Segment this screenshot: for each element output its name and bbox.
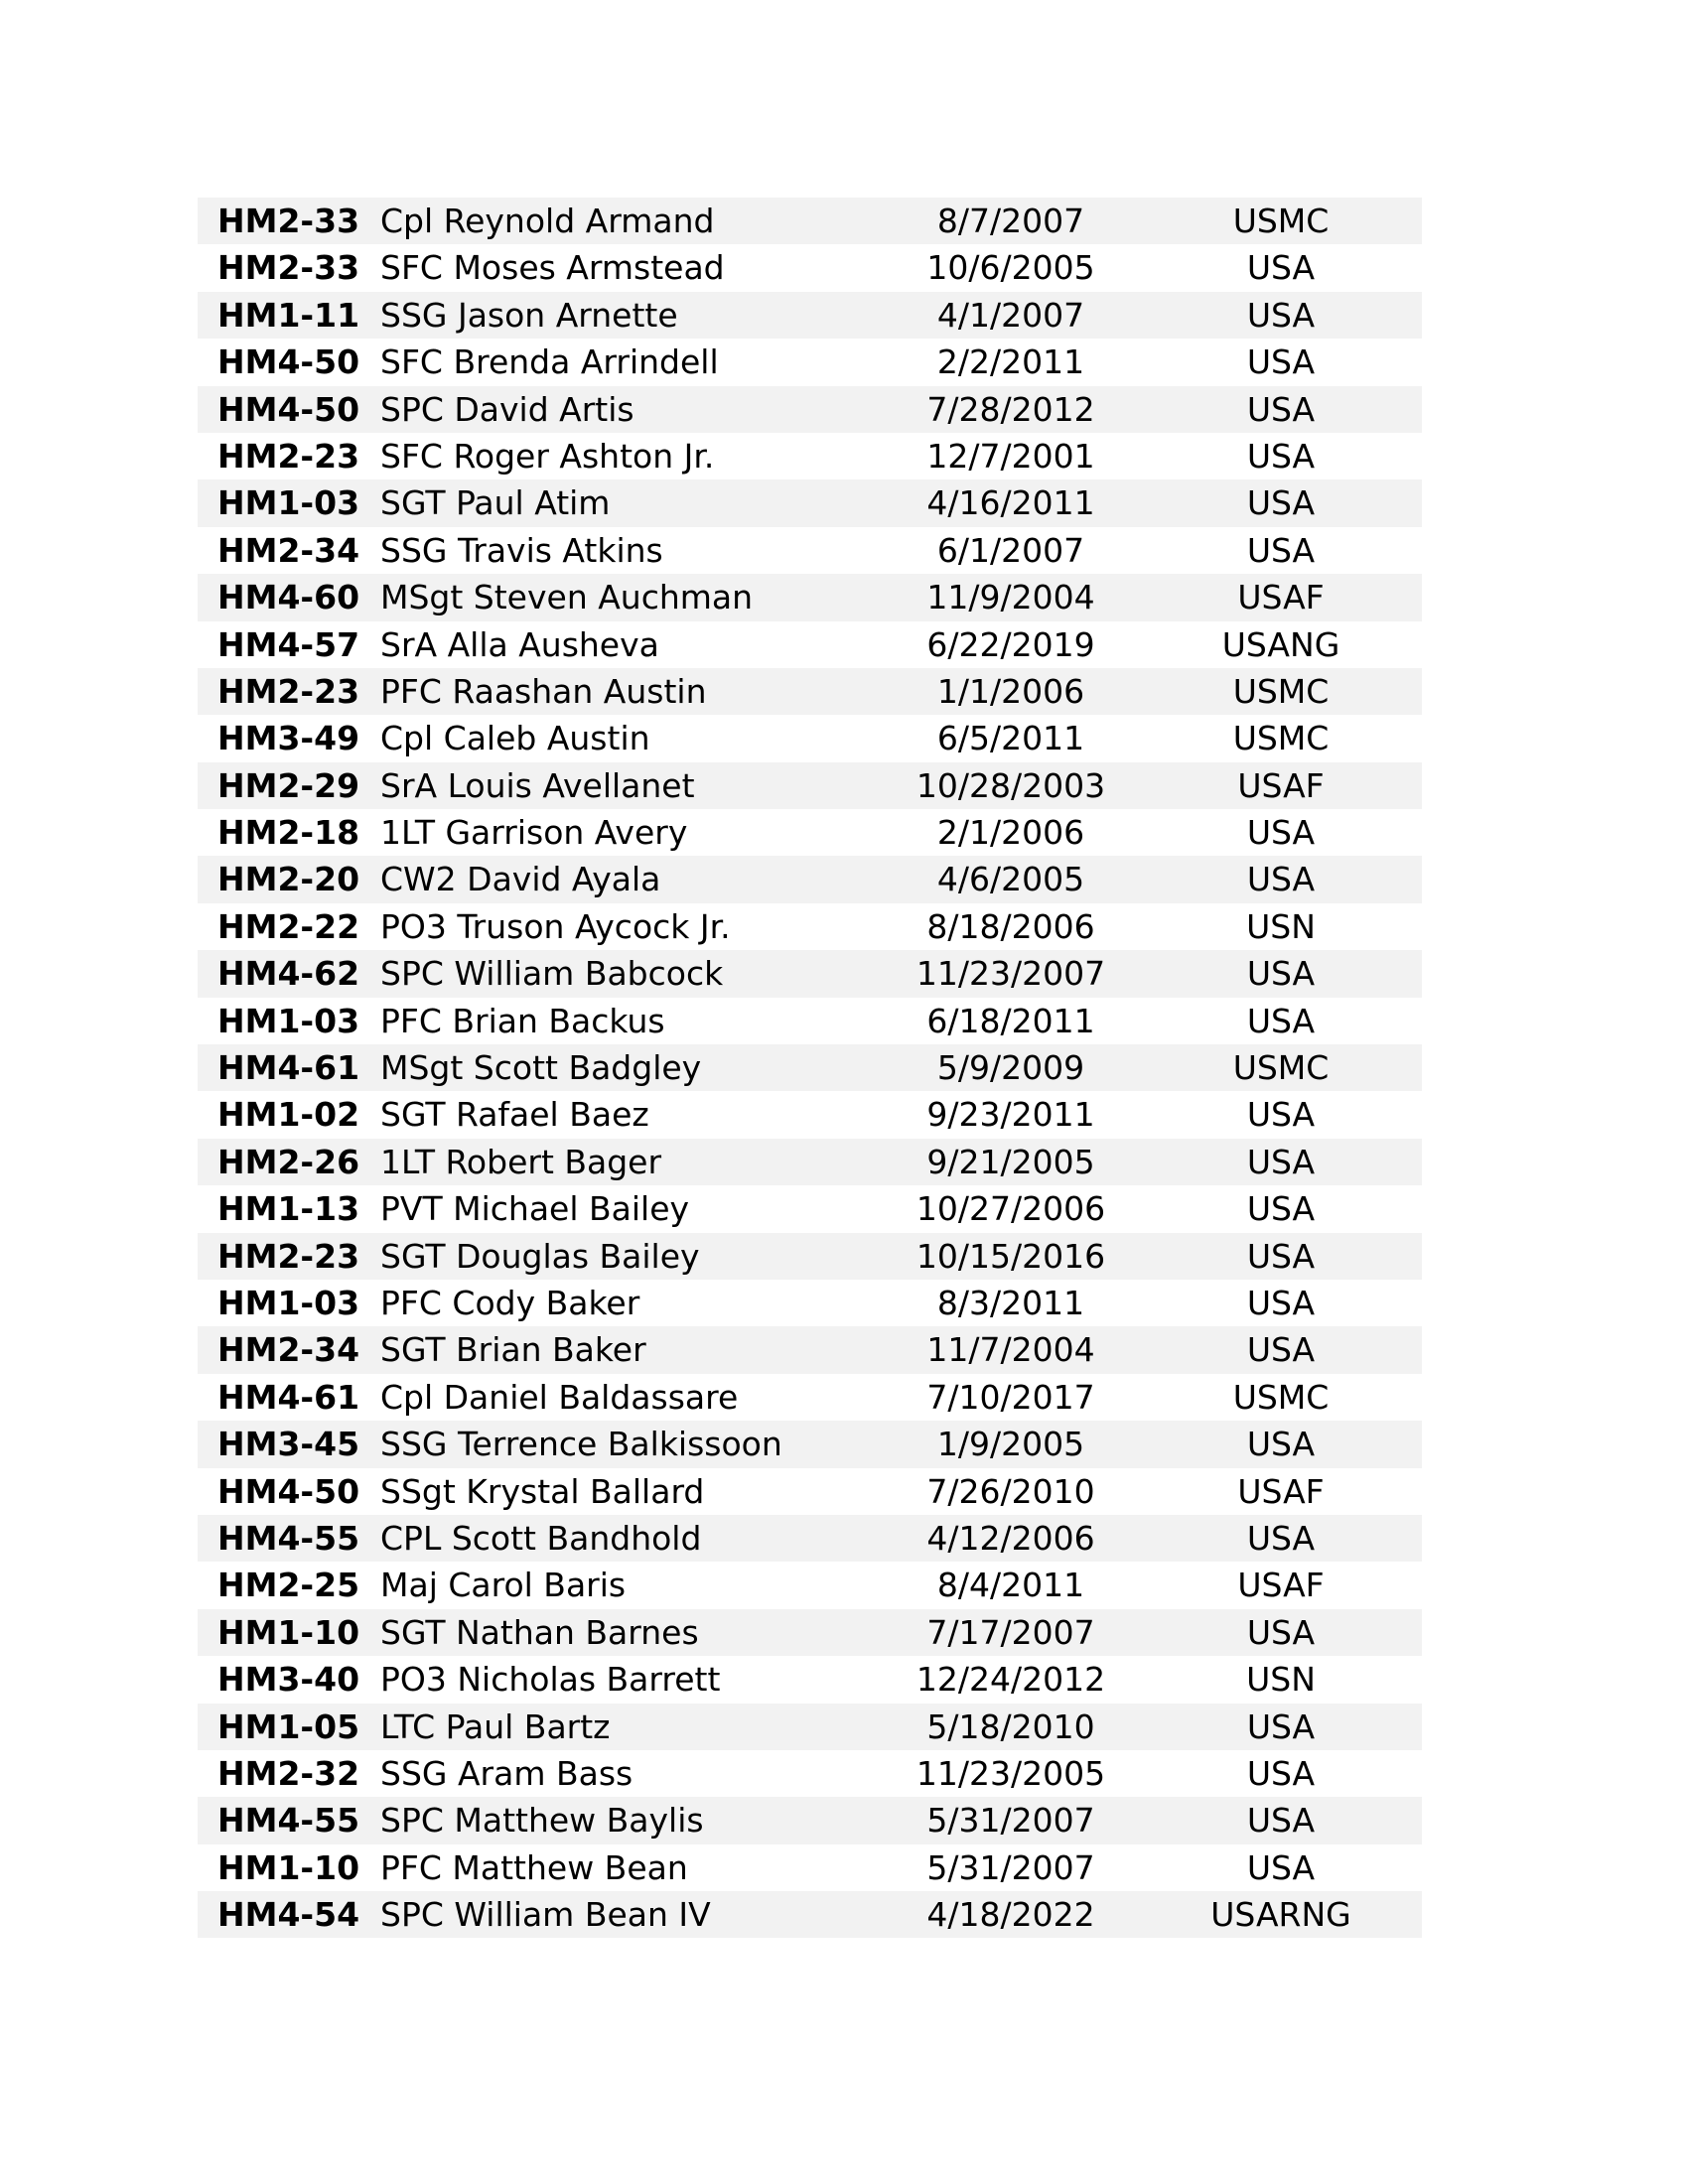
date-of-death: 8/3/2011 <box>936 1283 1085 1322</box>
date-of-death: 8/7/2007 <box>936 202 1085 240</box>
service-member-name: SGT Rafael Baez <box>380 1095 649 1135</box>
service-branch: USA <box>1246 436 1316 476</box>
table-row <box>198 762 1422 809</box>
date-of-death: 4/16/2011 <box>926 483 1095 523</box>
service-branch: USA <box>1246 1801 1316 1841</box>
table-row <box>198 1891 1422 1938</box>
service-branch: USN <box>1246 906 1316 946</box>
memorial-code: HM2-20 <box>217 860 360 899</box>
date-of-death: 6/18/2011 <box>926 1001 1095 1040</box>
memorial-code: HM2-25 <box>217 1566 360 1605</box>
service-branch: USAF <box>1237 765 1325 805</box>
date-of-death: 6/5/2011 <box>936 719 1085 758</box>
memorial-code: HM2-32 <box>217 1753 360 1793</box>
table-row <box>198 1044 1422 1091</box>
service-branch: USA <box>1246 1847 1316 1887</box>
service-member-name: Maj Carol Baris <box>380 1566 627 1605</box>
memorial-code: HM4-57 <box>217 624 360 664</box>
date-of-death: 8/18/2006 <box>926 906 1095 946</box>
service-branch: USA <box>1246 954 1316 994</box>
table-row <box>198 574 1422 620</box>
service-branch: USA <box>1246 295 1316 335</box>
service-branch: USA <box>1246 813 1316 853</box>
service-member-name: SPC David Artis <box>380 389 634 429</box>
date-of-death: 10/27/2006 <box>915 1189 1106 1229</box>
service-member-name: SSG Aram Bass <box>380 1753 633 1793</box>
date-of-death: 4/6/2005 <box>936 860 1085 899</box>
service-member-name: SGT Paul Atim <box>380 483 611 523</box>
date-of-death: 12/7/2001 <box>926 436 1095 476</box>
service-member-name: SFC Brenda Arrindell <box>380 342 719 382</box>
service-branch: USMC <box>1232 1377 1330 1417</box>
table-row <box>198 668 1422 715</box>
memorial-code: HM2-34 <box>217 530 360 570</box>
service-branch: USAF <box>1237 1471 1325 1511</box>
service-member-name: SFC Roger Ashton Jr. <box>380 436 715 476</box>
service-branch: USA <box>1246 1189 1316 1229</box>
roster-table <box>198 198 1422 1938</box>
memorial-code: HM1-05 <box>217 1706 360 1746</box>
table-row <box>198 1750 1422 1797</box>
table-row <box>198 339 1422 385</box>
date-of-death: 5/31/2007 <box>926 1801 1095 1841</box>
service-branch: USMC <box>1232 671 1330 711</box>
service-branch: USA <box>1246 1142 1316 1181</box>
date-of-death: 7/17/2007 <box>926 1612 1095 1652</box>
service-branch: USA <box>1246 1330 1316 1370</box>
table-row <box>198 1280 1422 1326</box>
service-member-name: SSG Travis Atkins <box>380 530 663 570</box>
memorial-code: HM4-55 <box>217 1801 360 1841</box>
memorial-code: HM4-54 <box>217 1895 360 1935</box>
table-row <box>198 1797 1422 1843</box>
service-member-name: 1LT Garrison Avery <box>380 813 688 853</box>
service-branch: USA <box>1246 1753 1316 1793</box>
table-row <box>198 1374 1422 1421</box>
memorial-code: HM2-26 <box>217 1142 360 1181</box>
date-of-death: 8/4/2011 <box>936 1566 1085 1605</box>
service-branch: USA <box>1246 1425 1316 1464</box>
service-branch: USA <box>1246 1001 1316 1040</box>
date-of-death: 7/28/2012 <box>926 389 1095 429</box>
table-row <box>198 244 1422 291</box>
table-row <box>198 1515 1422 1562</box>
table-row <box>198 809 1422 856</box>
memorial-code: HM2-33 <box>217 202 360 240</box>
table-row <box>198 998 1422 1044</box>
service-member-name: Cpl Daniel Baldassare <box>380 1377 739 1417</box>
date-of-death: 10/6/2005 <box>926 248 1095 288</box>
service-branch: USAF <box>1237 578 1325 617</box>
service-member-name: SPC Matthew Baylis <box>380 1801 704 1841</box>
service-branch: USA <box>1246 530 1316 570</box>
service-member-name: PFC Matthew Bean <box>380 1847 688 1887</box>
memorial-code: HM3-45 <box>217 1425 360 1464</box>
service-member-name: 1LT Robert Bager <box>380 1142 662 1181</box>
service-member-name: CPL Scott Bandhold <box>380 1518 702 1558</box>
date-of-death: 7/26/2010 <box>926 1471 1095 1511</box>
service-branch: USMC <box>1232 202 1330 240</box>
table-row <box>198 1233 1422 1280</box>
service-branch: USA <box>1246 1612 1316 1652</box>
date-of-death: 4/12/2006 <box>926 1518 1095 1558</box>
service-branch: USA <box>1246 860 1316 899</box>
table-row <box>198 527 1422 574</box>
service-member-name: Cpl Caleb Austin <box>380 719 650 758</box>
table-row <box>198 1704 1422 1750</box>
service-branch: USANG <box>1221 624 1340 664</box>
table-row <box>198 198 1422 244</box>
date-of-death: 2/2/2011 <box>936 342 1085 382</box>
memorial-code: HM1-10 <box>217 1847 360 1887</box>
date-of-death: 11/23/2005 <box>915 1753 1106 1793</box>
memorial-code: HM4-60 <box>217 578 360 617</box>
service-branch: USA <box>1246 1518 1316 1558</box>
date-of-death: 6/1/2007 <box>936 530 1085 570</box>
table-row <box>198 1185 1422 1232</box>
date-of-death: 1/9/2005 <box>936 1425 1085 1464</box>
date-of-death: 12/24/2012 <box>915 1660 1106 1700</box>
table-row <box>198 1656 1422 1703</box>
service-member-name: MSgt Scott Badgley <box>380 1048 702 1088</box>
memorial-code: HM1-03 <box>217 1001 360 1040</box>
memorial-code: HM1-02 <box>217 1095 360 1135</box>
service-member-name: SSgt Krystal Ballard <box>380 1471 705 1511</box>
table-row <box>198 1139 1422 1185</box>
memorial-code: HM4-50 <box>217 342 360 382</box>
date-of-death: 5/9/2009 <box>936 1048 1085 1088</box>
table-row <box>198 856 1422 902</box>
date-of-death: 9/23/2011 <box>926 1095 1095 1135</box>
service-branch: USA <box>1246 342 1316 382</box>
service-member-name: Cpl Reynold Armand <box>380 202 715 240</box>
memorial-code: HM1-13 <box>217 1189 360 1229</box>
date-of-death: 10/28/2003 <box>915 765 1106 805</box>
service-branch: USARNG <box>1210 1895 1351 1935</box>
service-branch: USA <box>1246 389 1316 429</box>
date-of-death: 11/7/2004 <box>926 1330 1095 1370</box>
service-branch: USA <box>1246 1283 1316 1322</box>
table-row <box>198 386 1422 433</box>
service-member-name: SGT Nathan Barnes <box>380 1612 699 1652</box>
date-of-death: 6/22/2019 <box>926 624 1095 664</box>
date-of-death: 11/9/2004 <box>926 578 1095 617</box>
date-of-death: 2/1/2006 <box>936 813 1085 853</box>
table-row <box>198 1326 1422 1373</box>
service-member-name: LTC Paul Bartz <box>380 1706 611 1746</box>
memorial-code: HM4-62 <box>217 954 360 994</box>
service-branch: USA <box>1246 483 1316 523</box>
table-row <box>198 292 1422 339</box>
memorial-code: HM4-61 <box>217 1377 360 1417</box>
memorial-code: HM2-23 <box>217 1236 360 1276</box>
memorial-code: HM2-22 <box>217 906 360 946</box>
memorial-code: HM3-40 <box>217 1660 360 1700</box>
service-branch: USAF <box>1237 1566 1325 1605</box>
service-member-name: PFC Brian Backus <box>380 1001 665 1040</box>
service-branch: USMC <box>1232 1048 1330 1088</box>
service-member-name: SPC William Babcock <box>380 954 724 994</box>
memorial-code: HM4-55 <box>217 1518 360 1558</box>
date-of-death: 4/1/2007 <box>936 295 1085 335</box>
date-of-death: 11/23/2007 <box>915 954 1106 994</box>
memorial-code: HM1-03 <box>217 483 360 523</box>
memorial-code: HM1-10 <box>217 1612 360 1652</box>
service-member-name: CW2 David Ayala <box>380 860 661 899</box>
table-row <box>198 1844 1422 1891</box>
memorial-code: HM1-03 <box>217 1283 360 1322</box>
service-member-name: SGT Douglas Bailey <box>380 1236 700 1276</box>
service-branch: USMC <box>1232 719 1330 758</box>
service-member-name: SFC Moses Armstead <box>380 248 725 288</box>
memorial-code: HM2-23 <box>217 671 360 711</box>
service-branch: USN <box>1246 1660 1316 1700</box>
table-row <box>198 1562 1422 1608</box>
table-row <box>198 950 1422 997</box>
service-member-name: PFC Raashan Austin <box>380 671 707 711</box>
service-member-name: PO3 Nicholas Barrett <box>380 1660 721 1700</box>
service-member-name: SrA Alla Ausheva <box>380 624 659 664</box>
service-member-name: SrA Louis Avellanet <box>380 765 695 805</box>
date-of-death: 5/31/2007 <box>926 1847 1095 1887</box>
date-of-death: 1/1/2006 <box>936 671 1085 711</box>
memorial-code: HM4-61 <box>217 1048 360 1088</box>
memorial-code: HM4-50 <box>217 1471 360 1511</box>
service-member-name: PFC Cody Baker <box>380 1283 640 1322</box>
memorial-code: HM2-33 <box>217 248 360 288</box>
table-row <box>198 621 1422 668</box>
date-of-death: 7/10/2017 <box>926 1377 1095 1417</box>
service-member-name: PVT Michael Bailey <box>380 1189 690 1229</box>
memorial-code: HM4-50 <box>217 389 360 429</box>
table-row <box>198 903 1422 950</box>
service-branch: USA <box>1246 1095 1316 1135</box>
date-of-death: 4/18/2022 <box>926 1895 1095 1935</box>
service-member-name: SSG Jason Arnette <box>380 295 678 335</box>
memorial-code: HM2-34 <box>217 1330 360 1370</box>
memorial-code: HM3-49 <box>217 719 360 758</box>
service-member-name: SPC William Bean IV <box>380 1895 711 1935</box>
memorial-code: HM1-11 <box>217 295 360 335</box>
table-row <box>198 433 1422 479</box>
table-row <box>198 1468 1422 1515</box>
memorial-code: HM2-18 <box>217 813 360 853</box>
service-branch: USA <box>1246 248 1316 288</box>
service-member-name: SSG Terrence Balkissoon <box>380 1425 782 1464</box>
table-row <box>198 1609 1422 1656</box>
date-of-death: 5/18/2010 <box>926 1706 1095 1746</box>
memorial-code: HM2-29 <box>217 765 360 805</box>
memorial-code: HM2-23 <box>217 436 360 476</box>
service-member-name: PO3 Truson Aycock Jr. <box>380 906 731 946</box>
date-of-death: 10/15/2016 <box>915 1236 1106 1276</box>
table-row <box>198 479 1422 526</box>
table-row <box>198 715 1422 761</box>
service-member-name: SGT Brian Baker <box>380 1330 646 1370</box>
table-row <box>198 1421 1422 1467</box>
service-branch: USA <box>1246 1706 1316 1746</box>
service-branch: USA <box>1246 1236 1316 1276</box>
table-row <box>198 1091 1422 1138</box>
service-member-name: MSgt Steven Auchman <box>380 578 754 617</box>
date-of-death: 9/21/2005 <box>926 1142 1095 1181</box>
